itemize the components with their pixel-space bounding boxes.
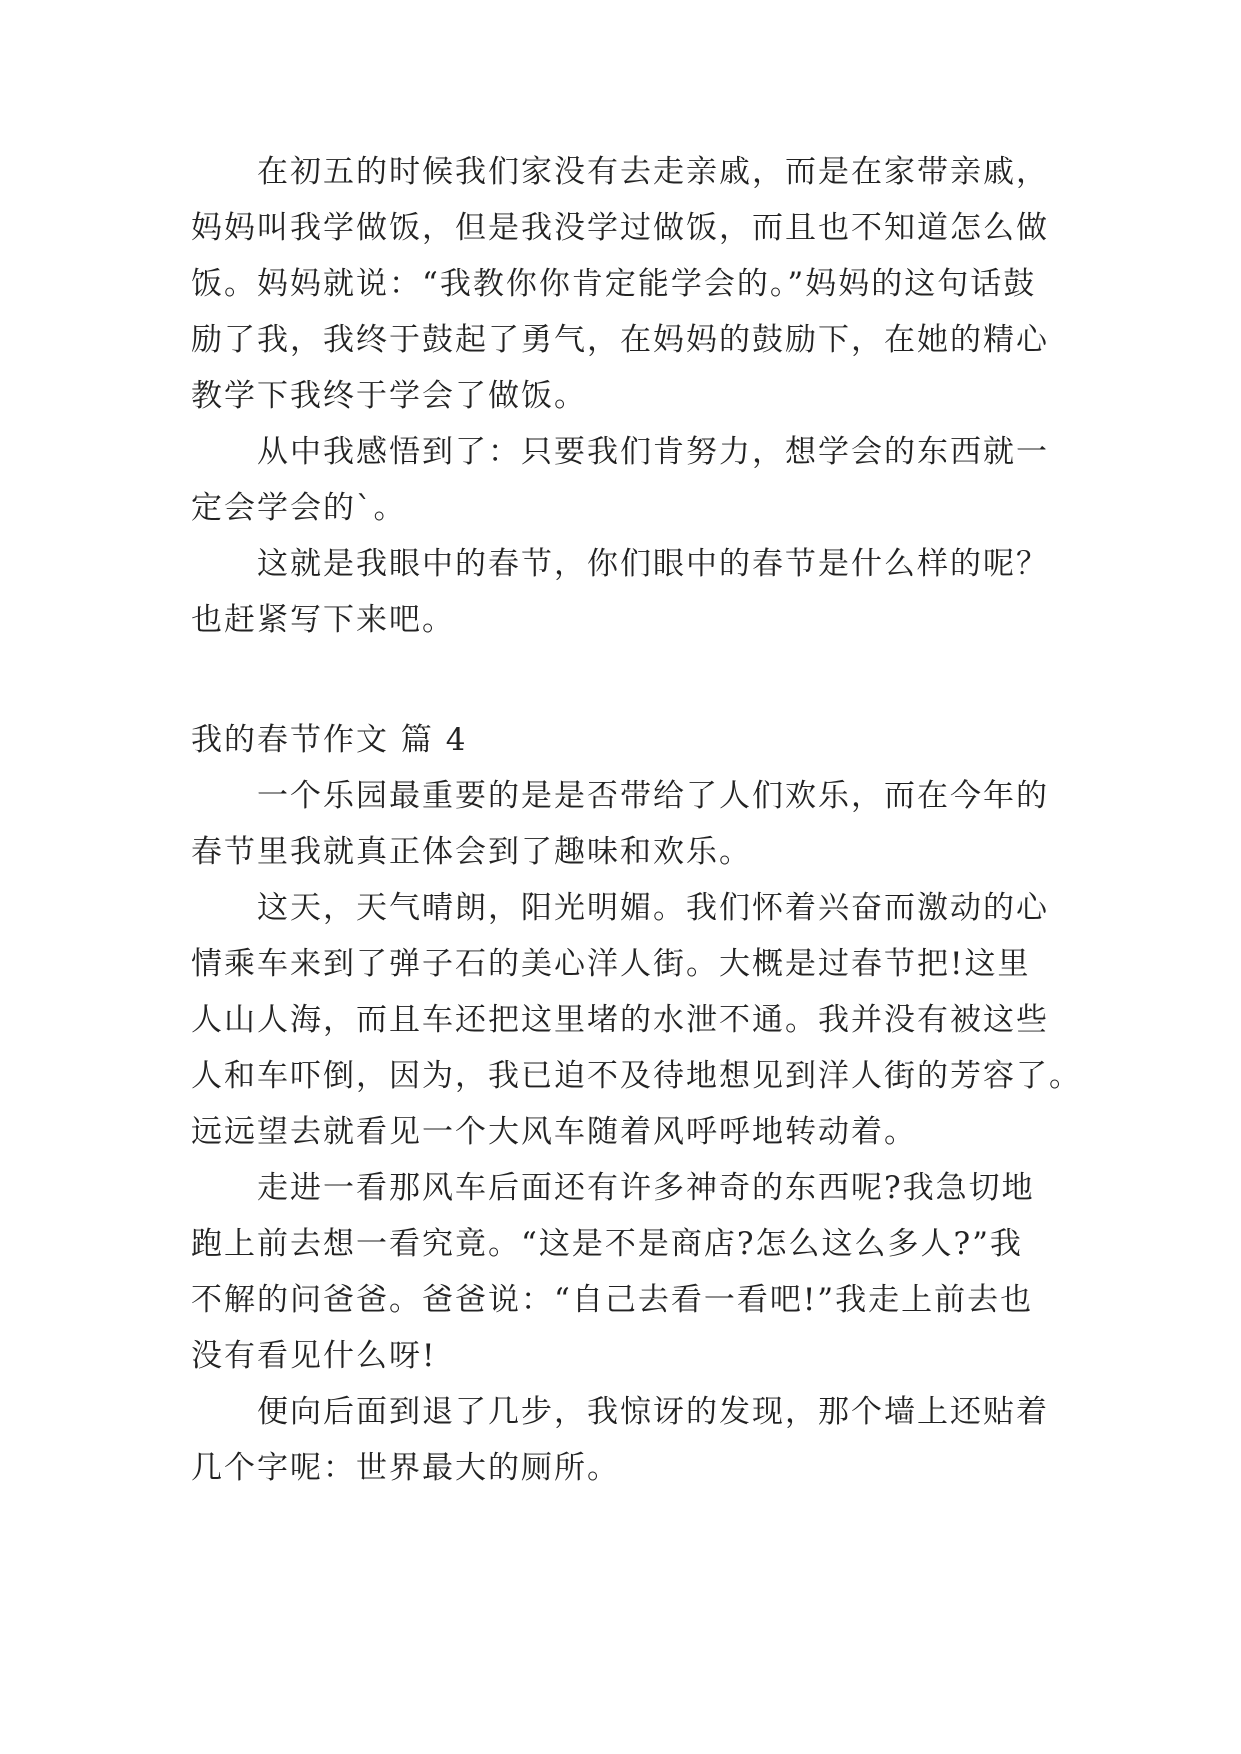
paragraph-line: 饭。妈妈就说：“我教你你肯定能学会的。”妈妈的这句话鼓 (191, 266, 1037, 302)
paragraph-line: 情乘车来到了弹子石的美心洋人街。大概是过春节把!这里 (191, 946, 1031, 982)
paragraph-line: 人山人海，而且车还把这里堵的水泄不通。我并没有被这些 (191, 1002, 1049, 1038)
paragraph-line: 几个字呢：世界最大的厕所。 (191, 1450, 620, 1486)
paragraph-line: 这天，天气晴朗，阳光明媚。我们怀着兴奋而激动的心 (257, 890, 1049, 926)
paragraph-line: 远远望去就看见一个大风车随着风呼呼地转动着。 (191, 1114, 917, 1150)
paragraph-line: 在初五的时候我们家没有去走亲戚，而是在家带亲戚， (257, 154, 1049, 190)
paragraph-line: 没有看见什么呀! (191, 1338, 437, 1374)
paragraph-line: 也赶紧写下来吧。 (191, 602, 455, 638)
paragraph-line: 春节里我就真正体会到了趣味和欢乐。 (191, 834, 752, 870)
paragraph-line: 教学下我终于学会了做饭。 (191, 378, 587, 414)
paragraph-line: 这就是我眼中的春节，你们眼中的春节是什么样的呢？ (257, 546, 1049, 582)
paragraph-line: 跑上前去想一看究竟。“这是不是商店?怎么这么多人?”我 (191, 1226, 1023, 1262)
paragraph-line: 一个乐园最重要的是是否带给了人们欢乐，而在今年的 (257, 778, 1049, 814)
paragraph-line: 便向后面到退了几步，我惊讶的发现，那个墙上还贴着 (257, 1394, 1049, 1430)
section-heading: 我的春节作文 篇 4 (191, 722, 468, 758)
paragraph-line: 人和车吓倒，因为，我已迫不及待地想见到洋人街的芳容了。 (191, 1058, 1082, 1094)
paragraph-line: 妈妈叫我学做饭，但是我没学过做饭，而且也不知道怎么做 (191, 210, 1049, 246)
paragraph-line: 从中我感悟到了：只要我们肯努力，想学会的东西就一 (257, 434, 1049, 470)
paragraph-line: 走进一看那风车后面还有许多神奇的东西呢?我急切地 (257, 1170, 1035, 1206)
paragraph-line: 定会学会的`。 (191, 490, 407, 526)
paragraph-line: 不解的问爸爸。爸爸说：“自己去看一看吧!”我走上前去也 (191, 1282, 1034, 1318)
paragraph-line: 励了我，我终于鼓起了勇气，在妈妈的鼓励下，在她的精心 (191, 322, 1049, 358)
